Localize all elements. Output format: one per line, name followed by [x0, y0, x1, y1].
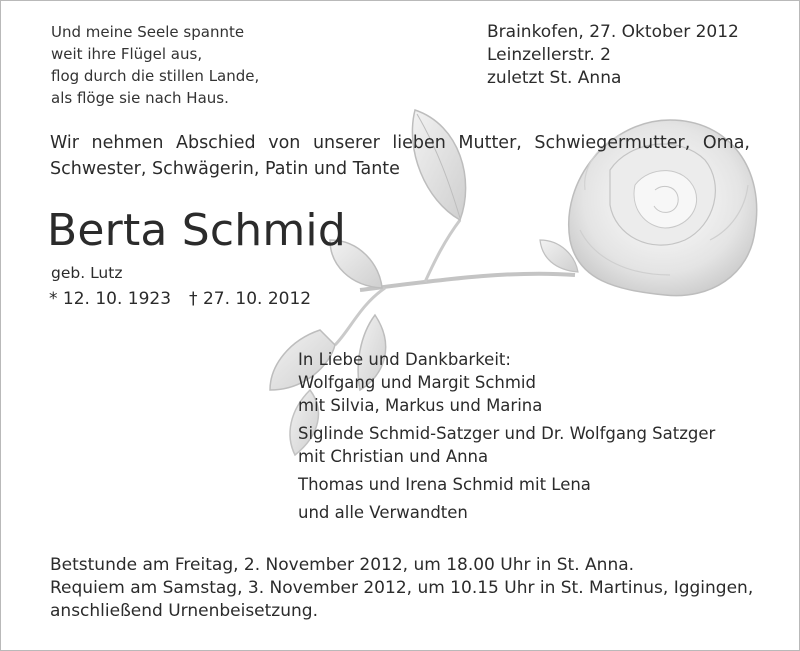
- poem-line: weit ihre Flügel aus,: [51, 45, 203, 63]
- mourners-heading: In Liebe und Dankbarkeit:: [298, 350, 511, 369]
- poem-line: als flöge sie nach Haus.: [51, 89, 229, 107]
- street-address: Leinzellerstr. 2: [487, 45, 611, 65]
- mourner-group: und alle Verwandten: [298, 503, 468, 522]
- mourner-group-children: mit Silvia, Markus und Marina: [298, 396, 543, 415]
- farewell-intro: [50, 130, 750, 182]
- place-date-block: [487, 21, 739, 90]
- mourners-list: [298, 348, 715, 524]
- death-date: † 27. 10. 2012: [189, 289, 312, 309]
- intro-line: Schwester, Schwägerin, Patin und Tante: [50, 159, 400, 179]
- deceased-name: Berta Schmid: [47, 205, 346, 256]
- service-details: [50, 554, 754, 623]
- birth-date: * 12. 10. 1923: [49, 289, 172, 309]
- place-date: Brainkofen, 27. Oktober 2012: [487, 22, 739, 42]
- birth-name: geb. Lutz: [51, 264, 123, 282]
- prayer-service: Betstunde am Freitag, 2. November 2012, um 18.00 Uhr in St. Anna.: [50, 555, 635, 575]
- last-residence: zuletzt St. Anna: [487, 68, 622, 88]
- requiem-service: Requiem am Samstag, 3. November 2012, um 10.15 Uhr in St. Martinus, Iggingen,: [50, 578, 754, 598]
- mourner-group-children: mit Christian und Anna: [298, 447, 489, 466]
- poem: [51, 21, 259, 109]
- poem-line: flog durch die stillen Lande,: [51, 67, 260, 85]
- intro-line: Wir nehmen Abschied von unserer lieben Mutter, Schwiegermutter, Oma,: [50, 133, 750, 153]
- life-dates: [49, 287, 311, 311]
- mourner-group: Thomas und Irena Schmid mit Lena: [298, 475, 591, 494]
- mourner-group: Wolfgang und Margit Schmid: [298, 373, 536, 392]
- poem-line: Und meine Seele spannte: [51, 23, 245, 41]
- burial-note: anschließend Urnenbeisetzung.: [50, 601, 318, 621]
- mourner-group: Siglinde Schmid-Satzger und Dr. Wolfgang Satzger: [298, 424, 716, 443]
